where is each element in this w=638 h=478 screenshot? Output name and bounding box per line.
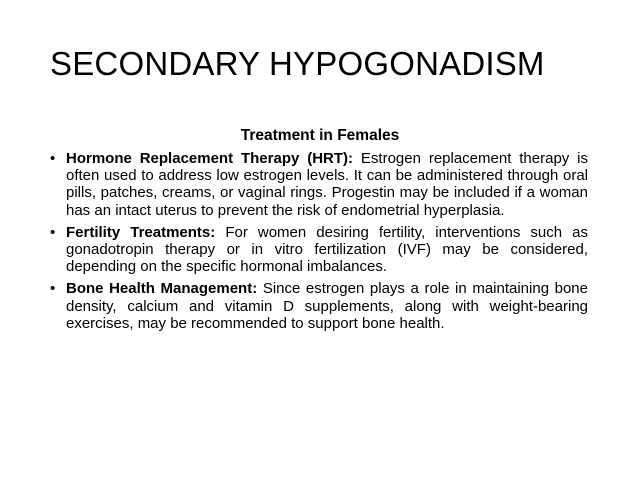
bullet-term: Fertility Treatments:: [66, 223, 216, 241]
slide-title: SECONDARY HYPOGONADISM: [50, 45, 545, 82]
bullet-dot-icon: •: [50, 150, 56, 167]
bullet-dot-icon: •: [50, 280, 56, 298]
slide-subtitle: Treatment in Females: [240, 127, 400, 144]
bullet-term: Bone Health Management:: [66, 280, 258, 298]
bullet-text: For women desiring fertility, interventions such as gonadotropin therapy or in vitro fertilization (IVF) may be considered, depending on the specific hormonal imbalances.: [66, 223, 588, 276]
bullet-item-hrt: [50, 150, 588, 219]
bullet-text: Estrogen replacement therapy is often used to address low estrogen levels. It can be administered through oral pills, patches, creams, or vaginal rings. Progestin may be included if a woman has an intact uterus to prevent the risk of endometrial hyperplasia.: [66, 150, 589, 219]
bullet-item-fertility: [50, 224, 588, 276]
bullet-list: [50, 150, 588, 337]
bullet-term: Hormone Replacement Therapy (HRT):: [66, 150, 354, 167]
bullet-item-bone-health: [50, 280, 588, 332]
bullet-text: Since estrogen plays a role in maintaining bone density, calcium and vitamin D supplements, along with weight-bearing exercises, may be recommended to support bone health.: [66, 280, 588, 332]
bullet-dot-icon: •: [50, 223, 56, 241]
